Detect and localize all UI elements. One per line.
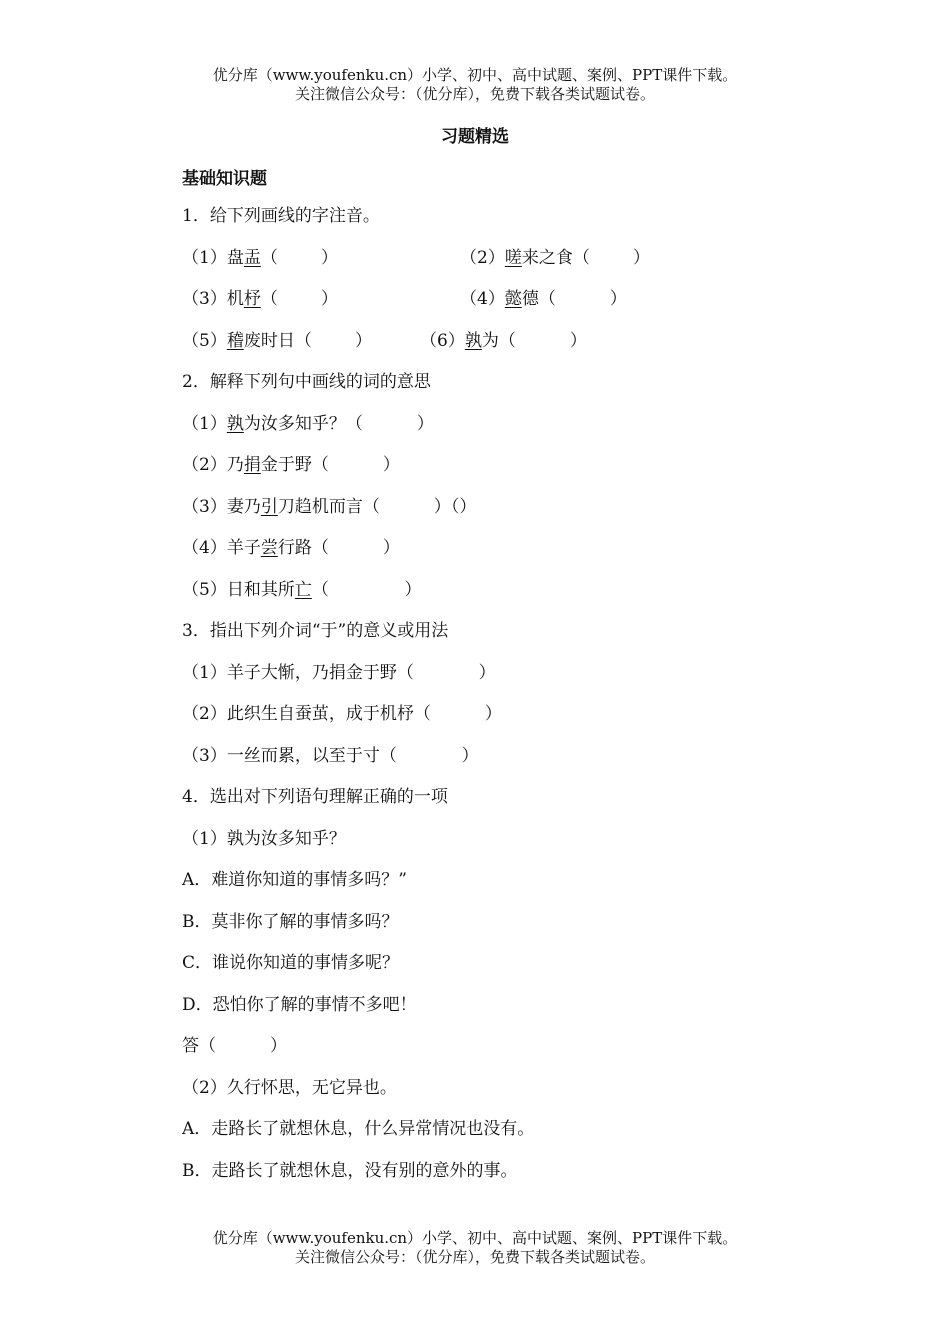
q2-item-1: （1）孰为汝多知乎？（ ） [182, 414, 434, 434]
q2-stem: 2．解释下列句中画线的词的意思 [182, 372, 431, 392]
q4-stem: 4．选出对下列语句理解正确的一项 [182, 787, 448, 807]
q4-option-b: B．莫非你了解的事情多吗？ [182, 912, 399, 932]
footer-line-2: 关注微信公众号：（优分库），免费下载各类试题试卷。 [294, 1248, 655, 1266]
header-line-2: 关注微信公众号：（优分库），免费下载各类试题试卷。 [294, 85, 655, 103]
q1-item-3: （3）机杼（ ） [182, 289, 339, 309]
header-line-1: 优分库（www.youfenku.cn）小学、初中、高中试题、案例、PPT课件下载。 [212, 66, 738, 84]
q4-option-a: A．难道你知道的事情多吗？” [182, 870, 407, 890]
q3-item-2: （2）此织生自蚕茧，成于机杼（ ） [182, 704, 502, 724]
q1-item-4: （4）懿德（ ） [460, 289, 627, 309]
q1-item-6: （6）孰为（ ） [420, 331, 587, 351]
q4-sub2-option-a: A．走路长了就想休息，什么异常情况也没有。 [182, 1119, 535, 1139]
q4-answer: 答（ ） [182, 1036, 288, 1056]
q1-item-1: （1）盘盂（ ） [182, 248, 339, 268]
q4-sub-1: （1）孰为汝多知乎？ [182, 829, 346, 849]
q1-item-2: （2）嗟来之食（ ） [460, 248, 651, 268]
page-header [0, 66, 950, 104]
document-title: 习题精选 [441, 127, 509, 147]
q2-item-2: （2）乃捐金于野（ ） [182, 455, 400, 475]
q3-item-3: （3）一丝而累，以至于寸（ ） [182, 746, 479, 766]
section-heading: 基础知识题 [182, 169, 267, 189]
q2-item-5: （5）日和其所亡（ ） [182, 580, 422, 600]
q1-item-5: （5）稽废时日（ ） [182, 331, 373, 351]
q3-stem: 3．指出下列介词“于”的意义或用法 [182, 621, 449, 641]
footer-line-1: 优分库（www.youfenku.cn）小学、初中、高中试题、案例、PPT课件下载。 [212, 1229, 738, 1247]
q3-item-1: （1）羊子大惭，乃捐金于野（ ） [182, 663, 496, 683]
q2-item-4: （4）羊子尝行路（ ） [182, 538, 400, 558]
page-footer [0, 1229, 950, 1267]
q4-option-c: C．谁说你知道的事情多呢？ [182, 953, 400, 973]
q1-stem: 1．给下列画线的字注音。 [182, 206, 380, 226]
q2-item-3: （3）妻乃引刀趋机而言（ ）（） [182, 497, 477, 517]
q4-sub2-option-b: B．走路长了就想休息，没有别的意外的事。 [182, 1161, 518, 1181]
q4-option-d: D．恐怕你了解的事情不多吧！ [182, 995, 417, 1015]
q4-sub-2: （2）久行怀思，无它异也。 [182, 1078, 397, 1098]
